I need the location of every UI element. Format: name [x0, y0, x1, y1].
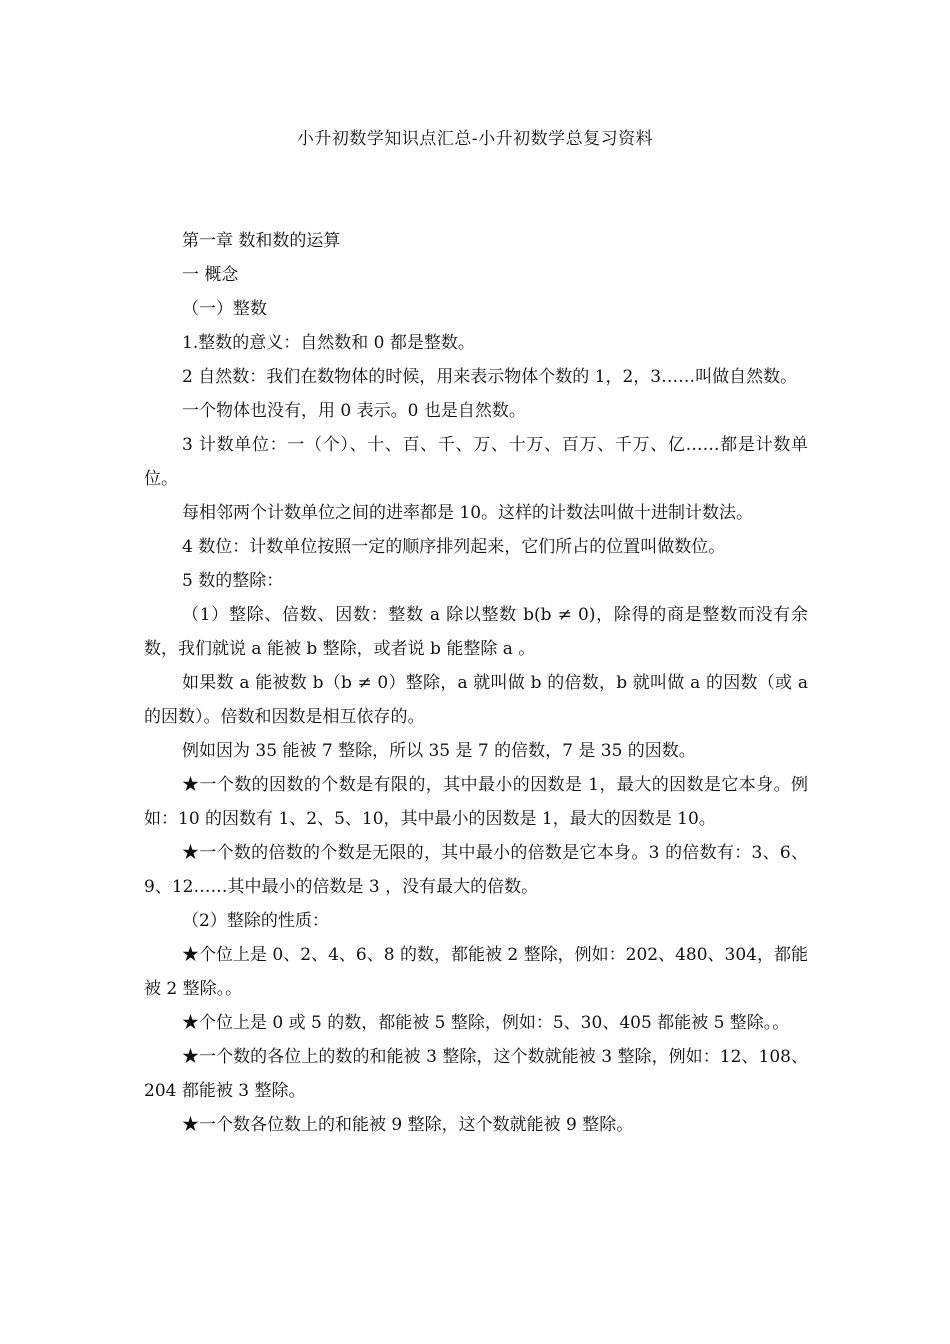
paragraph: （2）整除的性质：: [182, 911, 329, 931]
paragraph: 4 数位：计数单位按照一定的顺序排列起来，它们所占的位置叫做数位。: [182, 537, 726, 557]
paragraph: ★一个数的因数的个数是有限的，其中最小的因数是 1，最大的因数是它本身。例如：10 的因数有 1、2、5、10，其中最小的因数是 1，最大的因数是 10。: [144, 775, 808, 829]
document-body: [144, 224, 808, 1142]
paragraph: ★个位上是 0 或 5 的数，都能被 5 整除，例如：5、30、405 都能被 5 整除。。: [182, 1013, 790, 1033]
paragraph: 2 自然数：我们在数物体的时候，用来表示物体个数的 1，2，3……叫做自然数。: [182, 367, 798, 387]
paragraph: ★一个数各位数上的和能被 9 整除，这个数就能被 9 整除。: [182, 1115, 634, 1135]
paragraph: 一个物体也没有，用 0 表示。0 也是自然数。: [182, 401, 526, 421]
paragraph: 每相邻两个计数单位之间的进率都是 10。这样的计数法叫做十进制计数法。: [182, 503, 754, 523]
paragraph: 如果数 a 能被数 b（b ≠ 0）整除，a 就叫做 b 的倍数，b 就叫做 a 的因数（或 a 的因数）。倍数和因数是相互依存的。: [144, 673, 808, 727]
document-title: 小升初数学知识点汇总-小升初数学总复习资料: [296, 129, 654, 149]
section-heading: 一 概念: [182, 265, 239, 285]
paragraph: 例如因为 35 能被 7 整除，所以 35 是 7 的倍数，7 是 35 的因数。: [182, 741, 696, 761]
paragraph: （1）整除、倍数、因数：整数 a 除以整数 b(b ≠ 0)，除得的商是整数而没有余数，我们就说 a 能被 b 整除，或者说 b 能整除 a 。: [144, 605, 808, 659]
paragraph: ★个位上是 0、2、4、6、8 的数，都能被 2 整除，例如：202、480、304，都能被 2 整除。。: [144, 945, 808, 999]
paragraph: 1.整数的意义：自然数和 0 都是整数。: [182, 333, 475, 353]
subsection-heading: （一）整数: [182, 299, 267, 319]
paragraph: ★一个数的倍数的个数是无限的，其中最小的倍数是它本身。3 的倍数有：3、6、9、12……其中最小的倍数是 3 ，没有最大的倍数。: [144, 843, 808, 897]
paragraph: 5 数的整除：: [182, 571, 284, 591]
paragraph: ★一个数的各位上的数的和能被 3 整除，这个数就能被 3 整除，例如：12、108、204 都能被 3 整除。: [144, 1047, 808, 1101]
paragraph: 3 计数单位：一（个）、十、百、千、万、十万、百万、千万、亿……都是计数单位。: [144, 435, 808, 489]
chapter-heading: 第一章 数和数的运算: [182, 231, 341, 251]
